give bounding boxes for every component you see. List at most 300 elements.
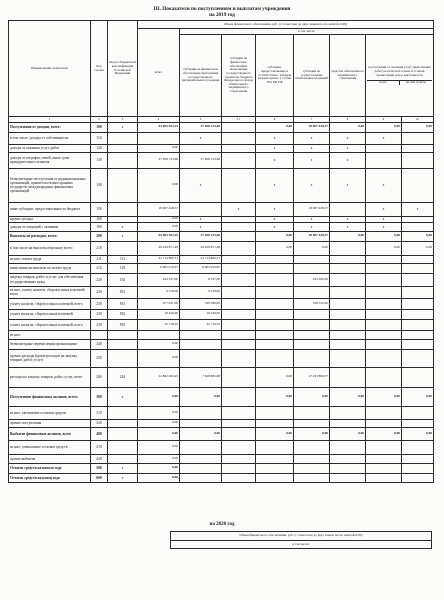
row-label: начисления на выплаты по оплате труда bbox=[9, 263, 91, 273]
row-value: 338 532,00 bbox=[294, 298, 330, 309]
column-number: 6 bbox=[256, 117, 294, 123]
column-number: 5 bbox=[180, 117, 222, 123]
row-kbk bbox=[108, 202, 138, 216]
col-header-capital: субсидии на осуществление капитальных вложений bbox=[294, 35, 330, 117]
table-row bbox=[9, 454, 434, 463]
row-value bbox=[256, 273, 294, 286]
row-value bbox=[330, 367, 366, 387]
row-value bbox=[222, 255, 256, 263]
row-value: 37 658 133,68 bbox=[138, 152, 180, 168]
row-value bbox=[222, 298, 256, 309]
row-value bbox=[222, 231, 256, 241]
table-row bbox=[9, 309, 434, 319]
row-value: x bbox=[366, 222, 402, 231]
col-header-volume: Объем финансового обеспечения, руб. (с точностью до двух знаков после запятой-0,00) bbox=[138, 21, 434, 29]
row-value: 339 399,00 bbox=[180, 298, 222, 309]
row-value bbox=[402, 144, 434, 152]
row-kbk bbox=[108, 419, 138, 427]
row-label: прочие расходы (кроме расходов на закупку товаров, работ, услуг) bbox=[9, 349, 91, 367]
row-value bbox=[180, 406, 222, 419]
row-value bbox=[256, 319, 294, 330]
row-value: 0,00 bbox=[138, 473, 180, 482]
row-label: из них: bbox=[9, 330, 91, 339]
row-value bbox=[222, 286, 256, 298]
row-value bbox=[256, 286, 294, 298]
row-value bbox=[402, 309, 434, 319]
next-year-table-header bbox=[170, 531, 432, 549]
row-value bbox=[330, 263, 366, 273]
row-value bbox=[256, 473, 294, 482]
row-value bbox=[180, 330, 222, 339]
row-value: 32 716,52 bbox=[138, 319, 180, 330]
row-value bbox=[402, 319, 434, 330]
row-value: 0,00 bbox=[366, 387, 402, 406]
row-value bbox=[294, 463, 330, 473]
row-label: Поступление финансовых активов, всего: bbox=[9, 387, 91, 406]
row-value bbox=[294, 339, 330, 349]
row-value bbox=[256, 298, 294, 309]
row-code bbox=[91, 330, 108, 339]
row-code: 410 bbox=[91, 440, 108, 454]
row-value: 0,00 bbox=[180, 387, 222, 406]
row-value bbox=[330, 440, 366, 454]
row-value: 32 716,52 bbox=[180, 319, 222, 330]
row-kbk: x bbox=[108, 222, 138, 231]
section-title: III. Показатели по поступлениям и выплатам учреждения bbox=[153, 6, 291, 12]
row-value: 37 658 133,68 bbox=[180, 231, 222, 241]
table-row bbox=[9, 298, 434, 309]
table-row bbox=[9, 152, 434, 168]
row-code: 320 bbox=[91, 419, 108, 427]
row-kbk: 851 bbox=[108, 298, 138, 309]
row-label: Выбытие финансовых активов, всего bbox=[9, 427, 91, 440]
row-value: 19 426,00 bbox=[138, 309, 180, 319]
row-value: 0,00 bbox=[138, 406, 180, 419]
row-value: 8 337,00 bbox=[180, 273, 222, 286]
row-kbk: 111 bbox=[108, 255, 138, 263]
row-value bbox=[402, 263, 434, 273]
row-value: x bbox=[294, 168, 330, 202]
row-value bbox=[222, 309, 256, 319]
row-value: 0,00 bbox=[180, 427, 222, 440]
row-label: доходы от оказания услуг, работ bbox=[9, 144, 91, 152]
row-value: x bbox=[366, 168, 402, 202]
row-value: 0,00 bbox=[330, 427, 366, 440]
row-value: 19 426,00 bbox=[180, 309, 222, 319]
row-value bbox=[366, 298, 402, 309]
row-label: доходы от штрафов, пеней, иных сумм принудительного изъятия bbox=[9, 152, 91, 168]
row-code: 150 bbox=[91, 202, 108, 216]
column-number: 7 bbox=[294, 117, 330, 123]
foot-header-incl: в том числе: bbox=[171, 540, 432, 549]
row-label: расходы на закупку товаров, работ, услуг, всего bbox=[9, 367, 91, 387]
row-code: 212 bbox=[91, 263, 108, 273]
row-value bbox=[222, 273, 256, 286]
row-value: 0,00 bbox=[138, 387, 180, 406]
row-value bbox=[222, 122, 256, 132]
row-value: 22 714 860,51 bbox=[180, 255, 222, 263]
row-value bbox=[330, 406, 366, 419]
row-value: 0,00 bbox=[402, 387, 434, 406]
row-value: 0,00 bbox=[294, 241, 330, 255]
row-code: 220 bbox=[91, 273, 108, 286]
row-value bbox=[138, 330, 180, 339]
row-value: x bbox=[222, 202, 256, 216]
row-value bbox=[366, 330, 402, 339]
row-label: безвозмездные поступления от наднациональных организаций, правительств иностранных государств, международных финансовых организаций bbox=[9, 168, 91, 202]
row-value: x bbox=[402, 202, 434, 216]
row-value: 0,00 bbox=[330, 122, 366, 132]
row-value: 7 628 865,68 bbox=[180, 367, 222, 387]
row-label: Остаток средств на начало года bbox=[9, 463, 91, 473]
row-value bbox=[222, 144, 256, 152]
row-value bbox=[180, 419, 222, 427]
row-label: из них: уменьшение остатков средств bbox=[9, 440, 91, 454]
receipts-payments-table bbox=[8, 20, 434, 483]
row-value bbox=[180, 473, 222, 482]
row-label: уплату налогов, сборов и иных платежей, всего bbox=[9, 319, 91, 330]
row-value bbox=[294, 454, 330, 463]
row-code: 160 bbox=[91, 216, 108, 222]
row-value bbox=[330, 339, 366, 349]
row-value: x bbox=[366, 202, 402, 216]
row-value: 0,00 bbox=[138, 339, 180, 349]
row-value bbox=[330, 286, 366, 298]
row-value bbox=[330, 241, 366, 255]
row-code: 600 bbox=[91, 473, 108, 482]
col-header-paid-label: поступления от оказания услуг (выполнения работ) на платной основе и от иной приносящей доход деятельности bbox=[368, 65, 431, 77]
row-value: 0,00 bbox=[138, 349, 180, 367]
row-value: x bbox=[256, 168, 294, 202]
row-kbk: x bbox=[108, 387, 138, 406]
row-value bbox=[256, 349, 294, 367]
row-value: 22 714 860,51 bbox=[138, 255, 180, 263]
row-kbk bbox=[108, 144, 138, 152]
row-value: 0,00 bbox=[138, 216, 180, 222]
table-row bbox=[9, 255, 434, 263]
row-value bbox=[222, 473, 256, 482]
row-value bbox=[402, 473, 434, 482]
row-value: 0,00 bbox=[256, 122, 294, 132]
row-value bbox=[366, 255, 402, 263]
row-value: x bbox=[330, 152, 366, 168]
row-value bbox=[222, 463, 256, 473]
row-value: x bbox=[294, 222, 330, 231]
row-value bbox=[402, 419, 434, 427]
col-header-paid-total: всего bbox=[367, 81, 400, 85]
table-row bbox=[9, 339, 434, 349]
column-number: 1 bbox=[9, 117, 91, 123]
row-value: 677 931,00 bbox=[138, 298, 180, 309]
row-label: прочие выбытия bbox=[9, 454, 91, 463]
row-value bbox=[366, 263, 402, 273]
row-label: иные субсидии, предоставленные из бюджета bbox=[9, 202, 91, 216]
row-value: 37 658 133,68 bbox=[180, 152, 222, 168]
row-value bbox=[294, 473, 330, 482]
row-value bbox=[330, 419, 366, 427]
table-row bbox=[9, 286, 434, 298]
row-value bbox=[402, 286, 434, 298]
row-kbk bbox=[108, 132, 138, 144]
table-row bbox=[9, 168, 434, 202]
row-value: 0,00 bbox=[256, 231, 294, 241]
row-value: x bbox=[256, 144, 294, 152]
row-value bbox=[366, 349, 402, 367]
row-value bbox=[294, 419, 330, 427]
row-value: 0,00 bbox=[138, 454, 180, 463]
row-value bbox=[366, 152, 402, 168]
table-row bbox=[9, 202, 434, 216]
row-label: Поступления от доходов, всего: bbox=[9, 122, 91, 132]
row-label: в том числе: доходы от собственности bbox=[9, 132, 91, 144]
row-value: 0,00 bbox=[330, 387, 366, 406]
table-row bbox=[9, 419, 434, 427]
row-kbk: 119 bbox=[108, 263, 138, 273]
row-value: x bbox=[180, 168, 222, 202]
col-header-subsidy: субсидии на финансовое обеспечение выполнения государственного (муниципального) задания bbox=[180, 35, 222, 117]
row-value bbox=[402, 152, 434, 168]
row-kbk bbox=[108, 349, 138, 367]
row-label: уплату налогов, сборов и иных платежей bbox=[9, 309, 91, 319]
row-code: 130 bbox=[91, 152, 108, 168]
row-value: x bbox=[366, 132, 402, 144]
row-value bbox=[222, 406, 256, 419]
column-number: 5.1 bbox=[222, 117, 256, 123]
row-value: 443 337,00 bbox=[138, 273, 180, 286]
row-value: 0,00 bbox=[366, 427, 402, 440]
row-value bbox=[366, 339, 402, 349]
row-kbk: 853 bbox=[108, 319, 138, 330]
row-value: 37 658 133,68 bbox=[180, 122, 222, 132]
row-value bbox=[402, 298, 434, 309]
row-label: из них: оплата труда bbox=[9, 255, 91, 263]
row-value: 55 665 562,25 bbox=[138, 231, 180, 241]
row-value bbox=[402, 330, 434, 339]
row-code: 400 bbox=[91, 427, 108, 440]
row-value: 0,00 bbox=[138, 144, 180, 152]
row-value bbox=[222, 222, 256, 231]
row-value bbox=[294, 286, 330, 298]
row-value bbox=[222, 339, 256, 349]
row-value bbox=[330, 202, 366, 216]
row-kbk: 244 bbox=[108, 367, 138, 387]
row-value bbox=[330, 454, 366, 463]
row-code: 140 bbox=[91, 168, 108, 202]
row-value bbox=[222, 319, 256, 330]
table-row bbox=[9, 231, 434, 241]
row-value: x bbox=[294, 216, 330, 222]
row-value: x bbox=[294, 152, 330, 168]
row-value bbox=[180, 349, 222, 367]
column-number: 3 bbox=[108, 117, 138, 123]
row-value bbox=[256, 454, 294, 463]
row-value bbox=[256, 330, 294, 339]
row-value bbox=[294, 319, 330, 330]
row-code: 250 bbox=[91, 349, 108, 367]
row-value: 0,00 bbox=[366, 231, 402, 241]
row-value: 0,00 bbox=[256, 427, 294, 440]
row-value: 6 905 010,97 bbox=[138, 263, 180, 273]
row-value bbox=[294, 263, 330, 273]
row-value: x bbox=[330, 144, 366, 152]
row-kbk bbox=[108, 440, 138, 454]
row-value: 24 862 262,25 bbox=[138, 367, 180, 387]
col-header-paid bbox=[366, 35, 434, 117]
row-label: из них: увеличение остатков средств bbox=[9, 406, 91, 419]
row-value: 6 905 010,97 bbox=[180, 263, 222, 273]
row-code: 110 bbox=[91, 132, 108, 144]
col-header-total: всего bbox=[138, 29, 180, 117]
row-code: 500 bbox=[91, 463, 108, 473]
row-value: 18 007 428,57 bbox=[138, 202, 180, 216]
row-value bbox=[222, 132, 256, 144]
row-value bbox=[330, 273, 366, 286]
row-value: x bbox=[256, 222, 294, 231]
row-code: 230 bbox=[91, 309, 108, 319]
row-value bbox=[366, 367, 402, 387]
row-label: Остаток средств на конец года bbox=[9, 473, 91, 482]
row-value bbox=[330, 298, 366, 309]
row-kbk bbox=[108, 330, 138, 339]
row-value bbox=[402, 454, 434, 463]
row-value: 0,00 bbox=[294, 427, 330, 440]
row-value bbox=[366, 273, 402, 286]
row-value bbox=[366, 463, 402, 473]
foot-header-volume: Объем финансового обеспечения, руб. (с точностью до двух знаков после запятой-0,00) bbox=[171, 532, 432, 541]
row-kbk: x bbox=[108, 231, 138, 241]
row-code: 310 bbox=[91, 406, 108, 419]
row-value: 18 007 428,57 bbox=[294, 231, 330, 241]
row-value: x bbox=[180, 216, 222, 222]
row-value bbox=[402, 440, 434, 454]
row-value bbox=[256, 263, 294, 273]
row-kbk: x bbox=[108, 463, 138, 473]
row-value: x bbox=[330, 216, 366, 222]
row-code: 240 bbox=[91, 339, 108, 349]
row-value bbox=[402, 168, 434, 202]
row-kbk bbox=[108, 406, 138, 419]
table-row bbox=[9, 132, 434, 144]
row-value: 17 233 896,57 bbox=[294, 367, 330, 387]
row-kbk bbox=[108, 152, 138, 168]
row-value bbox=[366, 440, 402, 454]
col-header-oms2: средства обязательного медицинского страхования bbox=[330, 35, 366, 117]
row-value bbox=[330, 473, 366, 482]
row-value bbox=[330, 349, 366, 367]
row-value bbox=[366, 319, 402, 330]
row-kbk: 852 bbox=[108, 309, 138, 319]
row-kbk bbox=[108, 241, 138, 255]
row-value: 0,00 bbox=[402, 241, 434, 255]
row-value: 0,00 bbox=[138, 463, 180, 473]
row-value bbox=[402, 273, 434, 286]
row-value: 0,00 bbox=[138, 419, 180, 427]
row-value: x bbox=[330, 168, 366, 202]
row-value: 0,00 bbox=[138, 168, 180, 202]
row-value bbox=[256, 419, 294, 427]
row-value: 0,00 bbox=[256, 387, 294, 406]
table-row bbox=[9, 440, 434, 454]
row-value bbox=[294, 309, 330, 319]
table-row bbox=[9, 473, 434, 482]
row-value bbox=[256, 440, 294, 454]
row-value bbox=[256, 339, 294, 349]
row-value: 435 000,00 bbox=[294, 273, 330, 286]
row-value: x bbox=[330, 132, 366, 144]
col-header-grants: из них гранты bbox=[406, 80, 426, 85]
row-kbk bbox=[108, 427, 138, 440]
row-kbk bbox=[108, 339, 138, 349]
row-value: 29 619 871,48 bbox=[180, 241, 222, 255]
row-value bbox=[294, 330, 330, 339]
row-value bbox=[366, 454, 402, 463]
row-value bbox=[366, 406, 402, 419]
row-value bbox=[402, 255, 434, 263]
row-value bbox=[222, 427, 256, 440]
row-value bbox=[180, 440, 222, 454]
row-value: 0,00 bbox=[294, 387, 330, 406]
column-number: 4 bbox=[138, 117, 180, 123]
table-row bbox=[9, 349, 434, 367]
row-kbk: x bbox=[108, 122, 138, 132]
row-value: x bbox=[180, 222, 222, 231]
row-value bbox=[330, 463, 366, 473]
table-row bbox=[9, 463, 434, 473]
row-value: x bbox=[366, 216, 402, 222]
table-row bbox=[9, 122, 434, 132]
row-value bbox=[222, 168, 256, 202]
row-label: прочие поступления bbox=[9, 419, 91, 427]
row-value bbox=[402, 222, 434, 231]
row-value bbox=[222, 387, 256, 406]
row-value bbox=[222, 349, 256, 367]
row-value bbox=[180, 463, 222, 473]
row-code: 230 bbox=[91, 298, 108, 309]
table-row bbox=[9, 387, 434, 406]
col-header-code: Код строки bbox=[91, 21, 108, 117]
row-code: 100 bbox=[91, 122, 108, 132]
row-value bbox=[256, 463, 294, 473]
row-value: 18 007 428,57 bbox=[294, 122, 330, 132]
row-value bbox=[366, 309, 402, 319]
row-value bbox=[256, 255, 294, 263]
row-value: 0,00 bbox=[256, 367, 294, 387]
row-code: 300 bbox=[91, 387, 108, 406]
row-value: 0,00 bbox=[138, 440, 180, 454]
row-value: 0,00 bbox=[402, 427, 434, 440]
row-label: Выплаты по расходам, всего: bbox=[9, 231, 91, 241]
row-value bbox=[402, 367, 434, 387]
row-value: 18 007 428,57 bbox=[294, 202, 330, 216]
row-value bbox=[294, 440, 330, 454]
row-code: 210 bbox=[91, 241, 108, 255]
row-value: 0,00 bbox=[330, 231, 366, 241]
row-value bbox=[366, 144, 402, 152]
row-value bbox=[180, 144, 222, 152]
year-title-2: на 2020 год bbox=[209, 522, 235, 527]
row-value bbox=[366, 286, 402, 298]
column-number: 2 bbox=[91, 117, 108, 123]
table-row bbox=[9, 263, 434, 273]
row-code: 260 bbox=[91, 367, 108, 387]
row-kbk bbox=[108, 168, 138, 202]
row-kbk: 831 bbox=[108, 286, 138, 298]
row-label: уплату налогов, сборов и иных платежей, всего bbox=[9, 298, 91, 309]
row-code: 420 bbox=[91, 454, 108, 463]
row-value bbox=[330, 330, 366, 339]
row-value: 0,00 bbox=[402, 122, 434, 132]
row-value bbox=[180, 454, 222, 463]
